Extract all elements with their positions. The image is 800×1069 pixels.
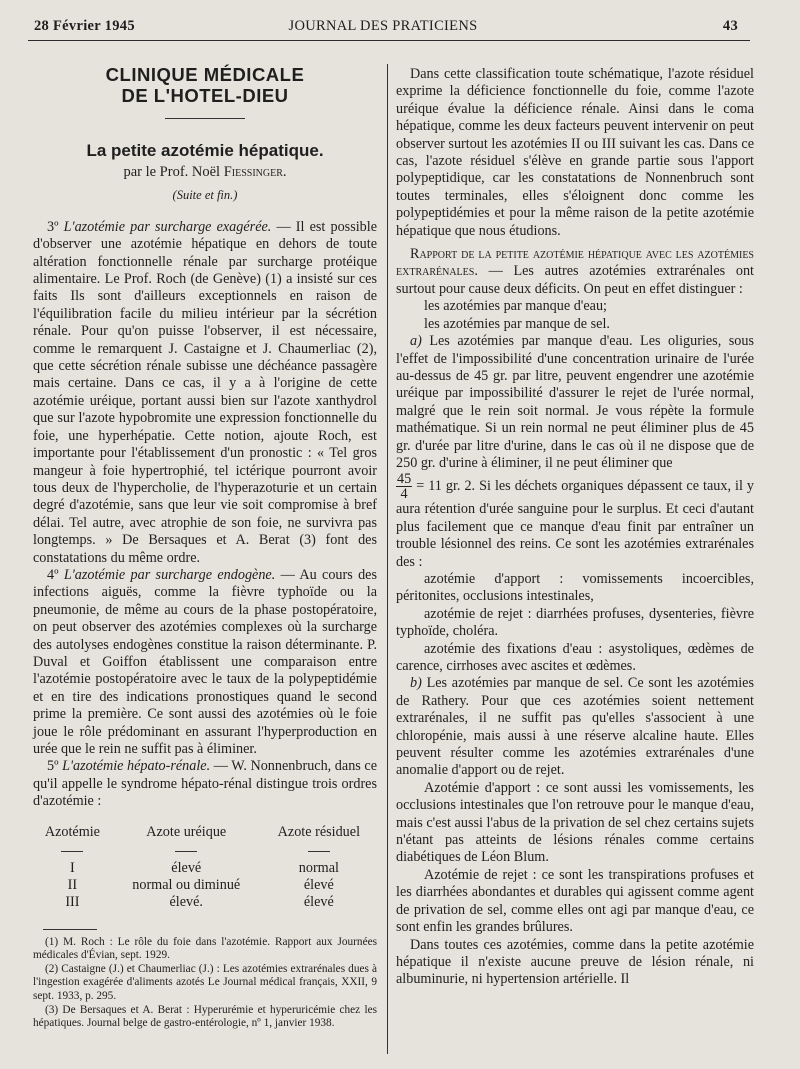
apport-item-1: azotémie d'apport : vomissements incoercibles, péritonites, occlusions intestinales,	[396, 570, 754, 605]
table-cell: élevé.	[169, 893, 203, 910]
list-item: les azotémies par manque de sel.	[424, 315, 610, 332]
paragraph-5	[33, 758, 377, 810]
paragraph-b-text: Les azotémies par manque de sel. Ce sont les azotémies de Rathery. Pour que ces azotémies soient nettement extrarénales, il ne suffit pas qu'elles s'associent à une chloropénie, mais aussi à une réserve alcaline haute. Elles peuvent résulter comme les azotémies extrarénales d'une anomalie d'apport ou de rejet.	[396, 675, 754, 779]
table-dash-row	[33, 843, 377, 860]
paragraph-3-text: — Il est possible d'observer une azotémie hépatique en dehors de toute altération fonctionnelle rénale par surcharge protéique alimentaire. Le Prof. Roch (de Genève) (1) a insisté sur ces faits Ils sont d'ailleurs exceptionnels en raison de l'équilibration facile du milieu intérieur par la sécrétion rénale. Pour qu'on puisse l'observer, il est nécessaire, comme le remarquent J. Castaigne et J. Chaumerliac (2), que cette sécrétion rénale subisse une déchéance passagère mais certaine. Dans ce cas, il y a à l'origine de cette azotémie uréique, portant aussi bien sur l'azote xanthydrol que sur l'azote hypobromite une expression fonctionnelle du foie, une hyperhépatie. Cette notion, ajoute Roch, est importante pour l'établissement d'un pronostic : « Tel gros mangeur à foie hypertrophié, tel ictérique pourront avoir tous deux de l'hypercholie, de l'hyperazoturie et un certain degré d'azotémie, sans que leur vie soit compromise à bref délai. Tel autre, avec atrophie de son foie, ne survivra pas longtemps. » De Bersaques et A. Berat (3) font des constatations du même ordre.	[33, 218, 378, 566]
paragraph-b-rejet: Azotémie de rejet : ce sont les transpirations profuses et les diarrhées abondantes et durables qui agissent comme agent de privation de sel, comme elles ont agi par manque d'eau, ce sont enfin les grandes brûlures.	[396, 866, 754, 936]
table-row	[33, 877, 377, 894]
paragraph-a	[396, 333, 754, 472]
footnote-rule	[43, 929, 97, 930]
rapport-text: — Les autres azotémies extrarénales ont surtout pour cause deux déficits. On peut en effet distinguer :	[396, 263, 754, 297]
paragraph-5-number: 5º	[47, 758, 63, 775]
title-rule	[165, 118, 245, 119]
fraction-denominator: 4	[400, 486, 408, 503]
header-rule	[28, 40, 750, 41]
paragraph-3-number: 3º	[47, 218, 64, 235]
byline-prefix: par le Prof. Noël	[123, 164, 221, 180]
section-title-line-2: DE L'HOTEL-DIEU	[121, 85, 289, 106]
paragraph-a-text-2: = 11 gr. 2. Si les déchets organiques dépassent ce taux, il y aura rétention d'urée sanguine pour le surplus. Et ceci d'autant plus facilement que ce manque d'eau finit par entraîner un trouble lésionnel des reins. Ce sont les azotémies extrarénales des :	[396, 478, 754, 570]
fraction	[396, 472, 412, 501]
section-title-line-1: CLINIQUE MÉDICALE	[105, 64, 305, 85]
table-cell: élevé	[171, 859, 202, 876]
paragraph-a-text: Les azotémies par manque d'eau. Les oliguries, sous l'effet de l'impossibilité d'une concentration urinaire de l'urée au-dessus de 45 gr. par litre, peuvent engendrer une azotémie uréique par impossibilité d'assurer le rejet de l'urée normal, malgré que le rein soit normal. Je vous répète la formule mathématique. Si un rein normal ne peut éliminer plus de 45 gr. d'urée par litre d'urine, dans le cas où il ne dispose que de 250 gr. d'urine à éliminer, il ne peut éliminer que	[396, 333, 754, 471]
azotemia-table	[33, 823, 377, 911]
byline-author: Fiessinger.	[223, 164, 287, 180]
table-row	[33, 894, 377, 911]
right-column	[396, 58, 754, 989]
paragraph-4-number: 4º	[47, 566, 64, 583]
running-header	[28, 14, 738, 38]
column-divider	[387, 64, 388, 1054]
paragraph-a-continued	[396, 472, 754, 571]
paragraph-a-label: a)	[410, 333, 422, 350]
footnote-3: (3) De Bersaques et A. Berat : Hyperurémie et hyperuricémie chez les hépatiques. Journal belge de gastro-entérologie, nº 1, janvier 1938.	[33, 1003, 377, 1030]
dash-mark	[308, 851, 330, 852]
table-cell: I	[70, 859, 75, 876]
apport-item-3: azotémie des fixations d'eau : asystoliques, œdèmes de carence, cirrhoses avec ascites et œdèmes.	[396, 640, 754, 674]
paragraph-5-title: L'azotémie hépato-rénale.	[62, 758, 211, 775]
header-journal-title: JOURNAL DES PRATICIENS	[288, 18, 478, 34]
continuation-note: (Suite et fin.)	[172, 188, 238, 203]
article-title: La petite azotémie hépatique.	[86, 141, 324, 160]
table-cell: II	[67, 876, 78, 893]
paragraph-4	[33, 567, 377, 758]
paragraph-b-apport: Azotémie d'apport : ce sont aussi les vomissements, les occlusions intestinales que l'on retrouve pour le manque d'eau, mais c'est aussi l'abus de la privation de sel chez certains sujets n'étant pas atteints de lésions rénales comme certains diabétiques de Léon Blum.	[396, 779, 754, 866]
paragraph-4-text: — Au cours des infections aiguës, comme la fièvre typhoïde ou la pneumonie, de même au cours de la phase postopératoire, on peut observer des azotémies complexes où la surcharge des autolyses endogènes constitue la raison déterminante. P. Duval et Goiffon établissent une comparaison entre l'azotémie postopératoire avec le taux de la polypeptidémie et en tire des indications pronostiques quand le second prime la première. Ce sont aussi des azotémies où le foie joue le rôle prédominant en assurant l'hyperproduction en urée que le rein ne suffit pas à éliminer.	[33, 566, 377, 757]
paragraph-5-text: — W. Nonnenbruch, dans ce qu'il appelle le syndrome hépato-rénal distingue trois ordres d'azotémie :	[33, 758, 377, 810]
paragraph-b	[396, 675, 754, 779]
left-column	[33, 58, 377, 1031]
table-header-cell: Azote résiduel	[277, 823, 361, 840]
table-cell: normal	[298, 859, 339, 876]
table-cell: élevé	[303, 876, 334, 893]
dash-mark	[175, 851, 197, 852]
closing-paragraph: Dans toutes ces azotémies, comme dans la petite azotémie hépatique il n'existe aucune preuve de lésion rénale, ni albuminurie, ni hypertension artérielle. Il	[396, 936, 754, 988]
table-cell: III	[65, 893, 80, 910]
table-row	[33, 860, 377, 877]
list-item: les azotémies par manque d'eau;	[424, 298, 607, 315]
table-cell: élevé	[303, 893, 334, 910]
fraction-numerator: 45	[397, 471, 412, 488]
table-header-cell: Azote uréique	[146, 823, 227, 840]
dash-mark	[61, 851, 83, 852]
paragraph-b-label: b)	[410, 675, 422, 692]
section-title	[33, 64, 377, 106]
footnotes	[33, 936, 377, 1031]
deficit-list	[396, 298, 754, 333]
paragraph-3-title: L'azotémie par surcharge exagérée.	[63, 218, 272, 235]
rapport-heading: Rapport de la petite azotémie hépatique avec les azotémies extrarénales.	[396, 246, 754, 280]
paragraph-4-title: L'azotémie par surcharge endogène.	[63, 566, 276, 583]
header-page-number: 43	[722, 18, 738, 34]
table-header-cell: Azotémie	[44, 823, 100, 840]
byline	[33, 164, 377, 181]
footnote-1: (1) M. Roch : Le rôle du foie dans l'azotémie. Rapport aux Journées médicales d'Évian, sept. 1929.	[33, 935, 377, 962]
paragraph-3	[33, 219, 377, 567]
table-cell: normal ou diminué	[132, 876, 241, 893]
right-paragraph-1: Dans cette classification toute schématique, l'azote résiduel exprime la déficience fonctionnelle du foie, comme l'azote uréique évalue la déficience rénale. Ainsi dans le coma hépatique, comme les deux facteurs peuvent intervenir on peut observer surtout les azotémies II ou III suivant les cas. Dans ce cas, l'azote résiduel s'élève en grande partie sous l'apport polypeptidique, car les constatations de Nonnenbruch sont toutes terminales, elles s'éloignent donc comme les polypeptidémies et pour la même raison de la petite azotémie hépatique que nous étudions.	[396, 66, 754, 239]
footnote-2: (2) Castaigne (J.) et Chaumerliac (J.) : Les azotémies extrarénales dues à l'ingestion exagérée d'aliments azotés Le Journal médical français, XXII, 9 sept. 1933, p. 295.	[33, 962, 377, 1002]
header-date: 28 Février 1945	[34, 18, 135, 34]
rapport-paragraph	[396, 246, 754, 298]
apport-item-2: azotémie de rejet : diarrhées profuses, dysenteries, fièvre typhoïde, choléra.	[396, 605, 754, 640]
table-header-row	[33, 823, 377, 843]
